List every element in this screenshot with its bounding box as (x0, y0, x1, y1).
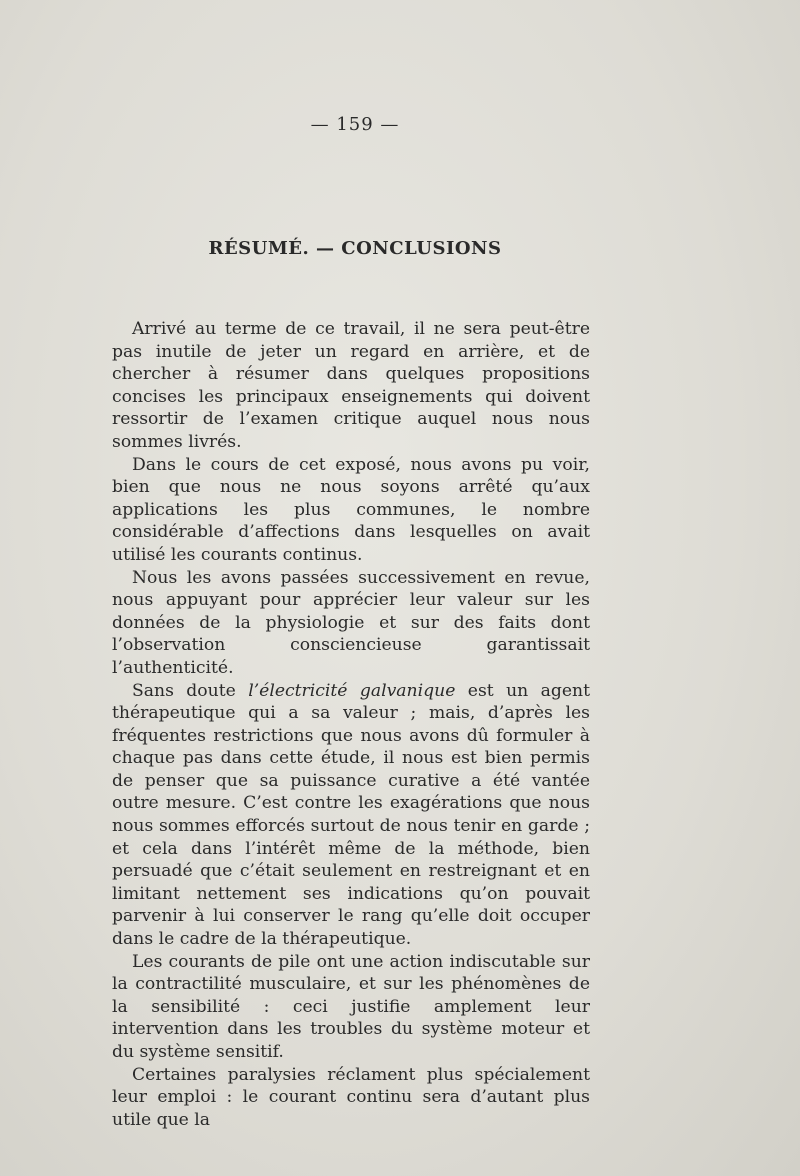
paragraph (112, 680, 590, 951)
paragraph: Arrivé au terme de ce travail, il ne sera peut-être pas inutile de jeter un regard en arrière, et de chercher à résumer dans quelques propositions concises les principaux enseignements qui doivent ressortir de l’examen critique auquel nous nous sommes livrés. (112, 319, 590, 452)
page-number: — 159 — (310, 114, 400, 135)
paragraph-text: est un agent thérapeutique qui a sa valeur ; mais, d’après les fréquentes restrictions que nous avons dû formuler à chaque pas dans cette étude, il nous est bien permis de penser que sa puissance curative a été vantée outre mesure. C’est contre les exagérations que nous nous sommes efforcés surtout de nous tenir en garde ; et cela dans l’intérêt même de la méthode, bien persuadé que c’était seulement en restreignant et en limitant nettement ses indications qu’on pouvait parvenir à lui conserver le rang qu’elle doit occuper dans le cadre de la thérapeutique. (112, 680, 590, 950)
paragraph: Nous les avons passées successivement en revue, nous appuyant pour apprécier leur valeur sur les données de la physiologie et sur des faits dont l’observation consciencieuse garantissait l’authenticité. (112, 567, 590, 678)
paragraph: Certaines paralysies réclament plus spécialement leur emploi : le courant continu sera d’autant plus utile que la (112, 1064, 590, 1130)
paragraph: Dans le cours de cet exposé, nous avons pu voir, bien que nous ne nous soyons arrêté qu’aux applications les plus communes, le nombre considérable d’affections dans lesquelles on avait utilisé les courants continus. (112, 454, 590, 565)
section-heading: RÉSUMÉ. — CONCLUSIONS (208, 238, 502, 259)
emphasized-text: l’électricité galvanique (248, 680, 456, 701)
body-text (112, 318, 590, 1131)
paragraph: Les courants de pile ont une action indiscutable sur la contractilité musculaire, et sur les phénomènes de la sensibilité : ceci justifie amplement leur intervention dans les troubles du système moteur et du système sensitif. (112, 951, 590, 1062)
paragraph-text: Sans doute (132, 680, 249, 701)
